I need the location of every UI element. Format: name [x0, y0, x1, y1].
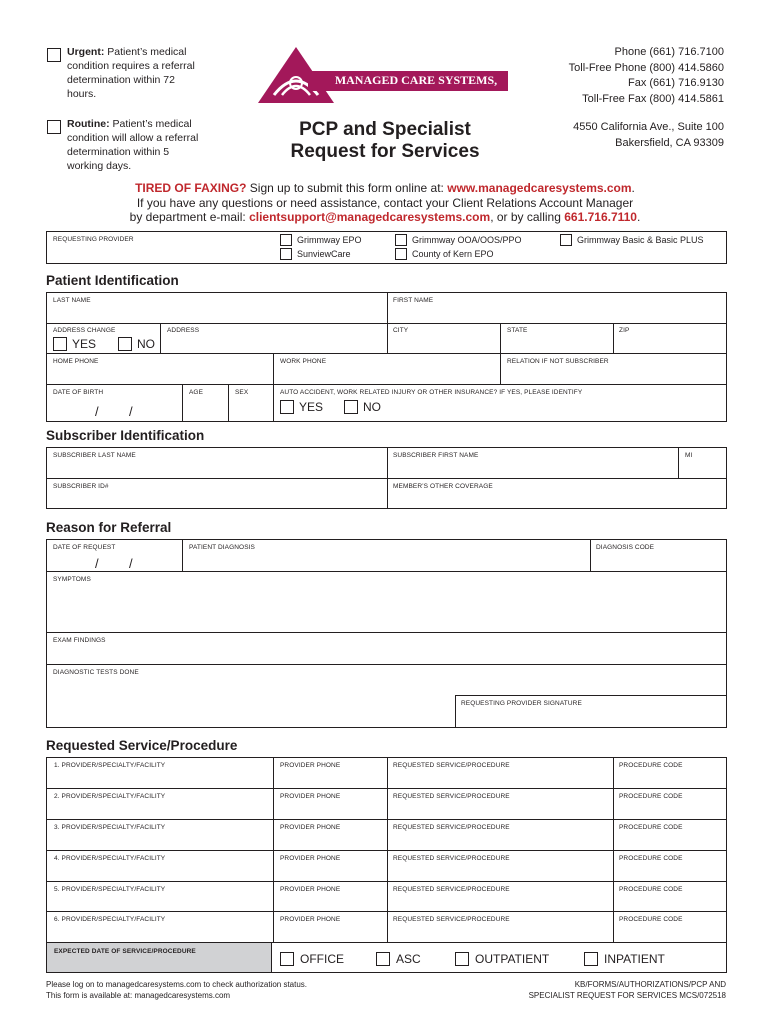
- page-title: [260, 119, 510, 163]
- service-row-1-request-field[interactable]: [389, 770, 611, 790]
- home-phone-label: HOME PHONE: [53, 358, 99, 365]
- notice-line3a: by department e-mail:: [129, 210, 246, 224]
- place-office-label: OFFICE: [300, 952, 344, 966]
- signature-label: REQUESTING PROVIDER SIGNATURE: [461, 700, 582, 707]
- place-outpatient-label: OUTPATIENT: [475, 952, 550, 966]
- auto-accident-yes-label: YES: [299, 400, 324, 414]
- service-row-3-provider-field[interactable]: [50, 832, 272, 852]
- city-field[interactable]: [389, 335, 498, 351]
- relation-field[interactable]: [502, 366, 725, 382]
- service-row-5-phone-field[interactable]: [276, 894, 384, 914]
- service-row-6-phone-label: PROVIDER PHONE: [280, 916, 341, 923]
- last-name-field[interactable]: [48, 305, 385, 321]
- zip-field[interactable]: [615, 335, 725, 351]
- subscriber-last-name-field[interactable]: [48, 460, 385, 476]
- title-line2: Request for Services: [290, 141, 480, 162]
- option-sunviewcare-label: SunviewCare: [297, 249, 351, 259]
- subscriber-last-name-label: SUBSCRIBER LAST NAME: [53, 452, 136, 459]
- age-field[interactable]: [184, 397, 226, 420]
- footer-left-line1: Please log on to managedcaresystems.com to check authorization status.: [46, 980, 308, 989]
- service-row-3-request-label: REQUESTED SERVICE/PROCEDURE: [393, 824, 510, 831]
- exam-findings-label: EXAM FINDINGS: [53, 637, 106, 644]
- request-slash-1: /: [95, 556, 99, 571]
- service-row-5-code-label: PROCEDURE CODE: [619, 886, 683, 893]
- sex-field[interactable]: [230, 397, 271, 420]
- symptoms-label: SYMPTOMS: [53, 576, 91, 583]
- service-row-6-request-label: REQUESTED SERVICE/PROCEDURE: [393, 916, 510, 923]
- option-grimmway-basic[interactable]: [560, 234, 704, 246]
- subscriber-id-field[interactable]: [48, 491, 385, 507]
- footer-right-line2: SPECIALIST REQUEST FOR SERVICES MCS/072518: [528, 991, 726, 1000]
- age-label: AGE: [189, 389, 204, 396]
- request-slash-2: /: [129, 556, 133, 571]
- service-row-1-code-label: PROCEDURE CODE: [619, 762, 683, 769]
- first-name-label: FIRST NAME: [393, 297, 434, 304]
- service-row-3-code-label: PROCEDURE CODE: [619, 824, 683, 831]
- service-row-6-provider-label: 6. PROVIDER/SPECIALTY/FACILITY: [54, 916, 166, 923]
- service-row-3-request-field[interactable]: [389, 832, 611, 852]
- routine-label: Routine:: [67, 118, 110, 130]
- service-row-5-request-field[interactable]: [389, 894, 611, 914]
- work-phone-label: WORK PHONE: [280, 358, 327, 365]
- routine-checkbox[interactable]: [47, 118, 61, 136]
- symptoms-field[interactable]: [48, 584, 725, 630]
- urgent-label: Urgent:: [67, 46, 105, 58]
- notice-line2: If you have any questions or need assistance, contact your Client Relations Account Manager: [136, 195, 634, 210]
- diagnosis-field[interactable]: [184, 552, 588, 569]
- contact-tollfree-phone: Toll-Free Phone (800) 414.5860: [568, 61, 724, 74]
- routine-text: [67, 117, 202, 173]
- routine-description: Patient’s medical condition will allow a referral determination within 5 working days.: [67, 118, 199, 172]
- state-field[interactable]: [502, 335, 611, 351]
- service-row-3-phone-field[interactable]: [276, 832, 384, 852]
- option-county-kern-label: County of Kern EPO: [412, 249, 494, 259]
- service-row-6-provider-field[interactable]: [50, 924, 272, 944]
- auto-accident-no[interactable]: [344, 400, 381, 414]
- diagnostic-tests-label: DIAGNOSTIC TESTS DONE: [53, 669, 139, 676]
- subscriber-first-name-field[interactable]: [389, 460, 676, 476]
- service-heading: Requested Service/Procedure: [46, 738, 238, 753]
- service-row-5-provider-label: 5. PROVIDER/SPECIALTY/FACILITY: [54, 886, 166, 893]
- service-row-2-phone-label: PROVIDER PHONE: [280, 793, 341, 800]
- subscriber-mi-field[interactable]: [680, 460, 725, 476]
- service-row-1-provider-label: 1. PROVIDER/SPECIALTY/FACILITY: [54, 762, 166, 769]
- service-row-5-code-field[interactable]: [615, 894, 721, 914]
- address-change-label: ADDRESS CHANGE: [53, 327, 116, 334]
- diagnosis-code-field[interactable]: [592, 552, 725, 569]
- dob-slash-2: /: [129, 404, 133, 419]
- service-row-2-phone-field[interactable]: [276, 801, 384, 821]
- diagnosis-code-label: DIAGNOSIS CODE: [596, 544, 655, 551]
- service-row-4-request-field[interactable]: [389, 863, 611, 883]
- notice-phone: 661.716.7110: [564, 210, 637, 224]
- other-coverage-label: MEMBER’S OTHER COVERAGE: [393, 483, 493, 490]
- subscriber-mi-label: MI: [685, 452, 693, 459]
- service-row-5-provider-field[interactable]: [50, 894, 272, 914]
- place-asc-label: ASC: [396, 952, 421, 966]
- service-row-1-provider-field[interactable]: [50, 770, 272, 790]
- notice-tired: TIRED OF FAXING?: [135, 181, 247, 195]
- service-row-6-phone-field[interactable]: [276, 924, 384, 944]
- place-inpatient-label: INPATIENT: [604, 952, 665, 966]
- contact-tollfree-fax: Toll-Free Fax (800) 414.5861: [582, 92, 724, 105]
- place-inpatient[interactable]: [584, 952, 665, 966]
- first-name-field[interactable]: [389, 305, 725, 321]
- contact-address2: Bakersfield, CA 93309: [615, 136, 724, 149]
- notice-email[interactable]: clientsupport@managedcaresystems.com: [249, 210, 491, 224]
- company-name: MANAGED CARE SYSTEMS, LLC: [334, 73, 498, 102]
- subscriber-id-label: SUBSCRIBER ID#: [53, 483, 109, 490]
- option-grimmway-epo-label: Grimmway EPO: [297, 235, 362, 245]
- service-row-2-request-field[interactable]: [389, 801, 611, 821]
- dob-slash-1: /: [95, 404, 99, 419]
- footer-left-line2: This form is available at: managedcaresystems.com: [46, 991, 231, 1000]
- notice-url[interactable]: www.managedcaresystems.com: [447, 181, 632, 195]
- notice-line3b: , or by calling: [490, 210, 561, 224]
- notice-line1: Sign up to submit this form online at:: [249, 181, 444, 195]
- service-row-2-provider-field[interactable]: [50, 801, 272, 821]
- option-grimmway-epo[interactable]: [280, 234, 362, 246]
- date-of-request-field[interactable]: [48, 552, 180, 569]
- exam-findings-field[interactable]: [48, 645, 725, 662]
- date-of-request-label: DATE OF REQUEST: [53, 544, 116, 551]
- requesting-provider-label: REQUESTING PROVIDER: [53, 236, 134, 243]
- service-row-4-request-label: REQUESTED SERVICE/PROCEDURE: [393, 855, 510, 862]
- contact-fax: Fax (661) 716.9130: [627, 77, 724, 89]
- option-sunviewcare[interactable]: [280, 248, 351, 260]
- service-row-2-code-field[interactable]: [615, 801, 721, 821]
- service-row-1-phone-field[interactable]: [276, 770, 384, 790]
- subscriber-heading: Subscriber Identification: [46, 428, 205, 443]
- signature-field[interactable]: [457, 708, 725, 726]
- work-phone-field[interactable]: [275, 366, 498, 382]
- address-change-no-label: NO: [137, 337, 155, 351]
- service-row-6-code-field[interactable]: [615, 924, 721, 944]
- referral-heading: Reason for Referral: [46, 520, 172, 535]
- urgent-checkbox[interactable]: [47, 46, 61, 64]
- address-label: ADDRESS: [167, 327, 200, 334]
- last-name-label: LAST NAME: [53, 297, 91, 304]
- service-row-4-phone-field[interactable]: [276, 863, 384, 883]
- address-change-no[interactable]: [118, 337, 155, 351]
- option-county-kern[interactable]: [395, 248, 494, 260]
- address-change-yes-label: YES: [72, 337, 97, 351]
- service-row-3-phone-label: PROVIDER PHONE: [280, 824, 341, 831]
- auto-accident-yes[interactable]: [280, 400, 323, 414]
- company-logo: [256, 45, 516, 105]
- service-row-4-code-field[interactable]: [615, 863, 721, 883]
- dob-label: DATE OF BIRTH: [53, 389, 104, 396]
- city-label: CITY: [393, 327, 409, 334]
- home-phone-field[interactable]: [48, 366, 271, 382]
- service-row-1-request-label: REQUESTED SERVICE/PROCEDURE: [393, 762, 510, 769]
- option-grimmway-ooa[interactable]: [395, 234, 522, 246]
- expected-date-label: EXPECTED DATE OF SERVICE/PROCEDURE: [54, 948, 196, 955]
- service-row-1-code-field[interactable]: [615, 770, 721, 790]
- place-outpatient[interactable]: [455, 952, 549, 966]
- service-row-6-code-label: PROCEDURE CODE: [619, 916, 683, 923]
- urgent-text: [67, 45, 202, 101]
- other-coverage-field[interactable]: [389, 491, 725, 507]
- diagnostic-tests-field[interactable]: [48, 677, 725, 694]
- service-row-2-code-label: PROCEDURE CODE: [619, 793, 683, 800]
- footer-right-line1: KB/FORMS/AUTHORIZATIONS/PCP AND: [574, 980, 726, 989]
- service-row-2-provider-label: 2. PROVIDER/SPECIALTY/FACILITY: [54, 793, 166, 800]
- sex-label: SEX: [235, 389, 249, 396]
- dob-field[interactable]: [48, 397, 180, 420]
- diagnosis-label: PATIENT DIAGNOSIS: [189, 544, 255, 551]
- notice: TIRED OF FAXING? Sign up to submit this form online at: www.managedcaresystems.com. If you have any questions or need assistance, contact your Client Relations Account Manager by department e-mail: clientsupport@managedcaresystems.com, or by calling 661.716.7110.: [40, 181, 730, 225]
- service-row-5-phone-label: PROVIDER PHONE: [280, 886, 341, 893]
- contact-phone: Phone (661) 716.7100: [614, 46, 724, 58]
- service-row-4-provider-field[interactable]: [50, 863, 272, 883]
- place-office[interactable]: [280, 952, 344, 966]
- footer-left: [46, 979, 307, 1001]
- contact-address1: 4550 California Ave., Suite 100: [573, 121, 724, 133]
- service-row-4-phone-label: PROVIDER PHONE: [280, 855, 341, 862]
- service-row-1-phone-label: PROVIDER PHONE: [280, 762, 341, 769]
- auto-accident-label: AUTO ACCIDENT, WORK RELATED INJURY OR OTHER INSURANCE? IF YES, PLEASE IDENTIFY: [280, 389, 583, 396]
- contact-block: [569, 45, 724, 151]
- service-row-4-code-label: PROCEDURE CODE: [619, 855, 683, 862]
- service-row-3-code-field[interactable]: [615, 832, 721, 852]
- service-row-4-provider-label: 4. PROVIDER/SPECIALTY/FACILITY: [54, 855, 166, 862]
- auto-accident-no-label: NO: [363, 400, 381, 414]
- footer-right: [529, 979, 726, 1001]
- address-field[interactable]: [162, 335, 385, 351]
- title-line1: PCP and Specialist: [299, 119, 471, 140]
- place-asc[interactable]: [376, 952, 421, 966]
- zip-label: ZIP: [619, 327, 630, 334]
- service-row-2-request-label: REQUESTED SERVICE/PROCEDURE: [393, 793, 510, 800]
- patient-heading: Patient Identification: [46, 273, 179, 288]
- subscriber-first-name-label: SUBSCRIBER FIRST NAME: [393, 452, 479, 459]
- service-row-6-request-field[interactable]: [389, 924, 611, 944]
- option-grimmway-ooa-label: Grimmway OOA/OOS/PPO: [412, 235, 522, 245]
- address-change-yes[interactable]: [53, 337, 96, 351]
- relation-label: RELATION IF NOT SUBSCRIBER: [507, 358, 609, 365]
- service-row-3-provider-label: 3. PROVIDER/SPECIALTY/FACILITY: [54, 824, 166, 831]
- urgent-description: Patient’s medical condition requires a referral determination within 72 hours.: [67, 46, 195, 100]
- service-row-5-request-label: REQUESTED SERVICE/PROCEDURE: [393, 886, 510, 893]
- state-label: STATE: [507, 327, 528, 334]
- option-grimmway-basic-label: Grimmway Basic & Basic PLUS: [577, 235, 704, 245]
